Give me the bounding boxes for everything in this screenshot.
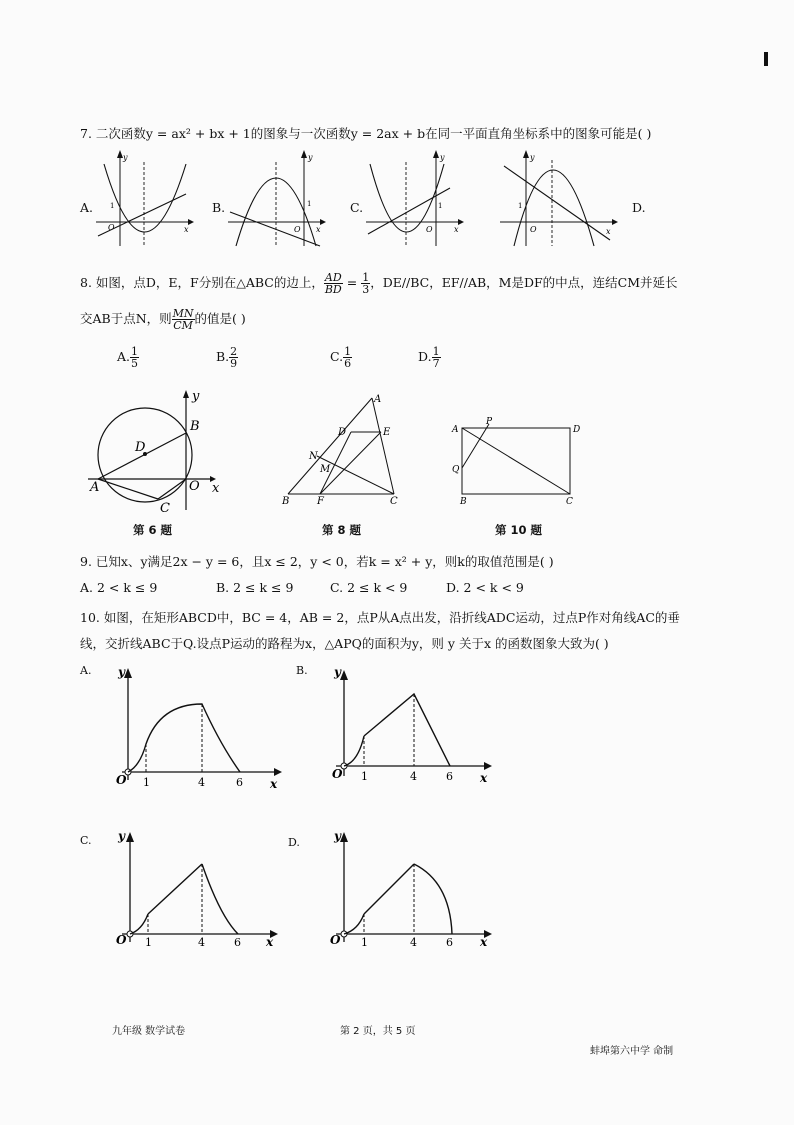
- figure-10: [448, 412, 588, 508]
- q8-stem-d: 的值是( ): [194, 311, 246, 326]
- page-edge-mark: [764, 52, 768, 66]
- q8-stem-line1: [80, 272, 678, 295]
- q7b-origin: O: [294, 225, 301, 234]
- q10-graph-d: [324, 826, 500, 950]
- q10a-tick-6: 6: [236, 776, 243, 789]
- q7-graph-d: [500, 150, 618, 248]
- q8-stem-c: 交AB于点N，则: [80, 311, 172, 326]
- q10a-origin: O: [116, 773, 127, 787]
- q7b-tick: 1: [307, 200, 312, 208]
- fig6-label-b: B: [190, 419, 200, 434]
- footer-left: 九年级 数学试卷: [112, 1026, 186, 1037]
- q8-option-d: D. $\frac{1}{7}$: [418, 345, 440, 370]
- q10-graph-b-label: B.: [296, 664, 308, 677]
- q10b-x: x: [480, 771, 488, 785]
- q7a-y-label: y: [123, 153, 128, 162]
- q8-frac-value: $\frac{1}{3}$: [362, 271, 370, 296]
- q10d-origin: O: [330, 933, 341, 947]
- q10-graph-c-label: C.: [80, 834, 92, 847]
- fig8-caption: 第 8 题: [322, 523, 362, 537]
- q7d-x-label: x: [606, 227, 611, 236]
- q10c-y: y: [118, 829, 125, 843]
- q10c-tick-1: 1: [145, 936, 152, 949]
- q10a-y: y: [118, 665, 125, 679]
- fig10-label-p: P: [486, 417, 493, 427]
- footer-right: 蚌埠第六中学 命制: [590, 1046, 674, 1057]
- q9-option-c: C. 2 ≤ k < 9: [330, 580, 408, 595]
- q10d-tick-1: 1: [361, 936, 368, 949]
- q7b-y-label: y: [308, 153, 313, 162]
- q10-graph-a: [110, 664, 286, 791]
- q9-option-b: B. 2 ≤ k ≤ 9: [216, 580, 294, 595]
- q10b-y: y: [334, 665, 341, 679]
- q7-option-c-label: C.: [350, 200, 364, 215]
- q7-graph-a: [96, 150, 196, 248]
- fig10-caption: 第 10 题: [495, 523, 543, 537]
- q10d-y: y: [334, 829, 341, 843]
- q7-option-b-label: B.: [212, 200, 226, 215]
- q10b-tick-6: 6: [446, 770, 453, 783]
- fig8-label-a: A: [374, 394, 382, 405]
- fig8-label-f: F: [317, 496, 324, 507]
- q10d-tick-4: 4: [410, 936, 417, 949]
- fig6-label-y: y: [192, 389, 200, 404]
- fig10-label-c: C: [566, 497, 573, 507]
- q8-frac-eq: =: [346, 275, 362, 290]
- q7-option-d-label: D.: [632, 200, 646, 215]
- q7c-x-label: x: [454, 225, 459, 234]
- q7-stem: 7. 二次函数y = ax² + bx + 1的图象与一次函数y = 2ax + b在同一平面直角坐标系中的图象可能是( ): [80, 126, 652, 141]
- fig10-label-a: A: [452, 425, 459, 435]
- q8-frac-ad-bd: $\frac{AD}{BD}$: [324, 271, 342, 296]
- q10c-tick-6: 6: [234, 936, 241, 949]
- fig6-label-d: D: [135, 440, 146, 455]
- fig6-caption: 第 6 题: [133, 523, 173, 537]
- fig8-label-d: D: [338, 427, 347, 438]
- q9-stem: 9. 已知x、y满足2x − y = 6，且x ≤ 2，y < 0，若k = x² + y，则k的取值范围是( ): [80, 554, 554, 569]
- fig6-label-a: A: [90, 480, 100, 495]
- q7c-origin: O: [426, 225, 433, 234]
- q10a-tick-1: 1: [143, 776, 150, 789]
- q10d-tick-6: 6: [446, 936, 453, 949]
- q10a-x: x: [270, 777, 278, 791]
- q7b-x-label: x: [316, 225, 321, 234]
- q8-ratio-mn-cm: $\frac{MN}{CM}$: [172, 307, 194, 332]
- q8-option-c: C. $\frac{1}{6}$: [330, 345, 352, 370]
- fig6-label-c: C: [160, 501, 170, 516]
- fig8-label-m: M: [320, 464, 331, 475]
- figure-8: [280, 392, 410, 508]
- q7a-tick: 1: [110, 202, 115, 210]
- q8-stem-b: ，DE//BC，EF//AB，M是DF的中点，连结CM并延长: [370, 275, 678, 290]
- q7a-origin: O: [108, 223, 115, 232]
- fig10-label-q: Q: [452, 465, 460, 475]
- q10c-origin: O: [116, 933, 127, 947]
- q7d-origin: O: [530, 225, 537, 234]
- q10b-tick-1: 1: [361, 770, 368, 783]
- q10-graph-c: [110, 826, 286, 950]
- q7d-tick: 1: [518, 202, 523, 210]
- q10a-tick-4: 4: [198, 776, 205, 789]
- fig8-label-e: E: [383, 427, 391, 438]
- footer-page-number: 第 2 页，共 5 页: [340, 1026, 416, 1037]
- q10b-origin: O: [332, 767, 343, 781]
- q10-graph-b: [324, 664, 500, 788]
- q9-option-d: D. 2 < k < 9: [446, 580, 524, 595]
- q7c-tick: 1: [438, 202, 443, 210]
- q10-graph-a-label: A.: [80, 664, 92, 677]
- q10c-x: x: [266, 935, 274, 949]
- figure-6: [88, 388, 224, 514]
- q10-stem-line1: 10. 如图，在矩形ABCD中，BC = 4，AB = 2，点P从A点出发，沿折线ADC运动，过点P作对角线AC的垂: [80, 610, 680, 625]
- q10d-x: x: [480, 935, 488, 949]
- q9-option-a: A. 2 < k ≤ 9: [80, 580, 158, 595]
- fig10-label-d: D: [573, 425, 581, 435]
- fig8-label-n: N: [309, 451, 318, 462]
- q8-stem-a: 8. 如图，点D，E，F分别在△ABC的边上，: [80, 275, 324, 290]
- q7c-y-label: y: [440, 153, 445, 162]
- fig6-label-x: x: [212, 481, 220, 496]
- q8-stem-line2: [80, 308, 246, 331]
- q10b-tick-4: 4: [410, 770, 417, 783]
- q8-option-a: A. $\frac{1}{5}$: [117, 345, 139, 370]
- fig8-label-b: B: [282, 496, 290, 507]
- q7-option-a-label: A.: [80, 200, 94, 215]
- fig6-label-o: O: [189, 479, 200, 494]
- q10-stem-line2: 线，交折线ABC于Q.设点P运动的路程为x，△APQ的面积为y，则 y 关于x 的函数图象大致为( ): [80, 636, 609, 651]
- q7d-y-label: y: [530, 153, 535, 162]
- q10-graph-d-label: D.: [288, 836, 300, 849]
- fig8-label-c: C: [390, 496, 398, 507]
- fig10-label-b: B: [460, 497, 467, 507]
- q10c-tick-4: 4: [198, 936, 205, 949]
- q7-graph-c: [366, 150, 466, 248]
- q7a-x-label: x: [184, 225, 189, 234]
- q7-graph-b: [228, 150, 328, 248]
- q8-option-b: B. $\frac{2}{9}$: [216, 345, 238, 370]
